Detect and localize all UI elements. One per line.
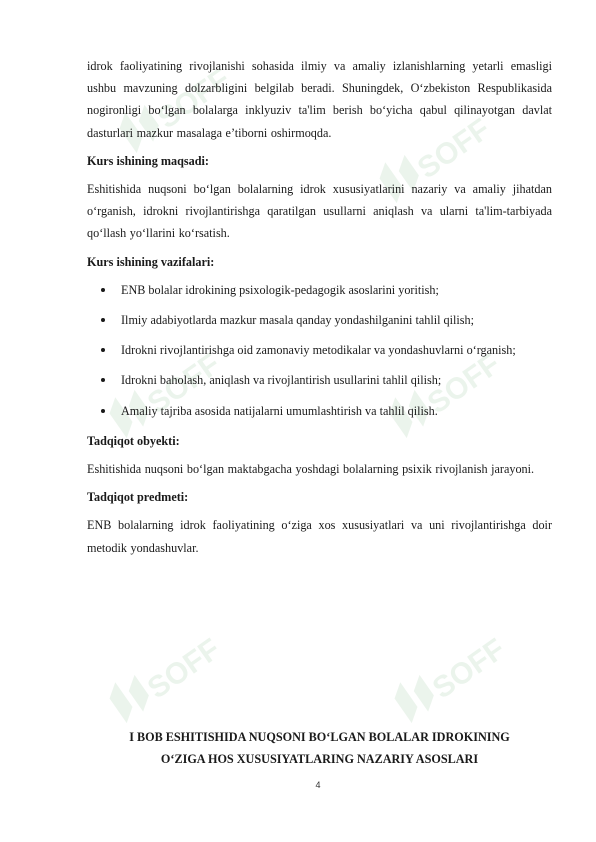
- list-item: [87, 339, 552, 361]
- list-item-text: Ilmiy adabiyotlarda mazkur masala qanday yondashilganini tahlil qilish;: [121, 313, 475, 328]
- goal-heading: Kurs ishining maqsadi:: [87, 153, 209, 168]
- list-item: [87, 279, 552, 301]
- tasks-heading: Kurs ishining vazifalari:: [87, 254, 215, 269]
- svg-text:SOFF: SOFF: [141, 632, 220, 706]
- bullet-icon: [101, 348, 105, 352]
- chapter-title-line-2: O‘ZIGA HOS XUSUSIYATLARING NAZARIY ASOSLARI: [160, 752, 479, 766]
- list-item: [87, 309, 552, 331]
- object-paragraph: Eshitishida nuqsoni bo‘lgan maktabgacha yoshdagi bolalarning psixik rivojlanish jarayoni.: [87, 462, 535, 477]
- svg-text:SOFF: SOFF: [141, 347, 220, 421]
- subject-heading: Tadqiqot predmeti:: [87, 490, 189, 505]
- object-heading: Tadqiqot obyekti:: [87, 433, 180, 448]
- list-item-text: Idrokni baholash, aniqlash va rivojlantirish usullarini tahlil qilish;: [121, 373, 442, 388]
- goal-paragraph: Eshitishida nuqsoni bo‘lgan bolalarning idrok xususiyatlarini nazariy va amaliy jihatdan o‘rganish, idrokni rivojlantirishga qaratilgan usullarni aniqlash va ularni ta'lim-tarbiyada qo‘llash yo‘llarini ko‘rsatish.: [87, 182, 552, 241]
- chapter-title: [87, 726, 552, 770]
- intro-paragraph: idrok faoliyatining rivojlanishi sohasida ilmiy va amaliy izlanishlarning yetarli emasligi ushbu mavzuning dolzarbligini belgilab beradi. Shuningdek, O‘zbekiston Respublikasida nogironligi bo‘lgan bolalarga inklyuziv ta'lim berish bo‘yicha qabul qilinayotgan davlat dasturlari mazkur masalaga e’tiborni oshirmoqda.: [87, 59, 552, 140]
- list-item: [87, 400, 552, 422]
- bullet-icon: [101, 409, 105, 413]
- page-content: [87, 55, 552, 559]
- watermark-logo: [375, 630, 505, 740]
- svg-text:SOFF: SOFF: [421, 347, 500, 421]
- svg-text:SOFF: SOFF: [151, 62, 230, 136]
- watermark-logo: [90, 630, 220, 740]
- bullet-icon: [101, 288, 105, 292]
- subject-paragraph: ENB bolalarning idrok faoliyatining o‘ziga xos xususiyatlari va uni rivojlantirishga doir metodik yondashuvlar.: [87, 518, 552, 555]
- chapter-title-line-1: I BOB ESHITISHIDA NUQSONI BO‘LGAN BOLALAR IDROKINING: [129, 730, 510, 744]
- bullet-icon: [101, 378, 105, 382]
- list-item-text: Amaliy tajriba asosida natijalarni umumlashtirish va tahlil qilish.: [121, 403, 438, 418]
- list-item-text: ENB bolalar idrokining psixologik-pedagogik asoslarini yoritish;: [121, 282, 439, 297]
- bullet-icon: [101, 318, 105, 322]
- svg-text:SOFF: SOFF: [411, 112, 490, 186]
- svg-text:SOFF: SOFF: [426, 632, 505, 706]
- list-item-text: Idrokni rivojlantirishga oid zamonaviy metodikalar va yondashuvlarni o‘rganish;: [121, 343, 516, 358]
- list-item: [87, 369, 552, 391]
- page-number: 4: [315, 780, 321, 790]
- tasks-list: [87, 279, 552, 422]
